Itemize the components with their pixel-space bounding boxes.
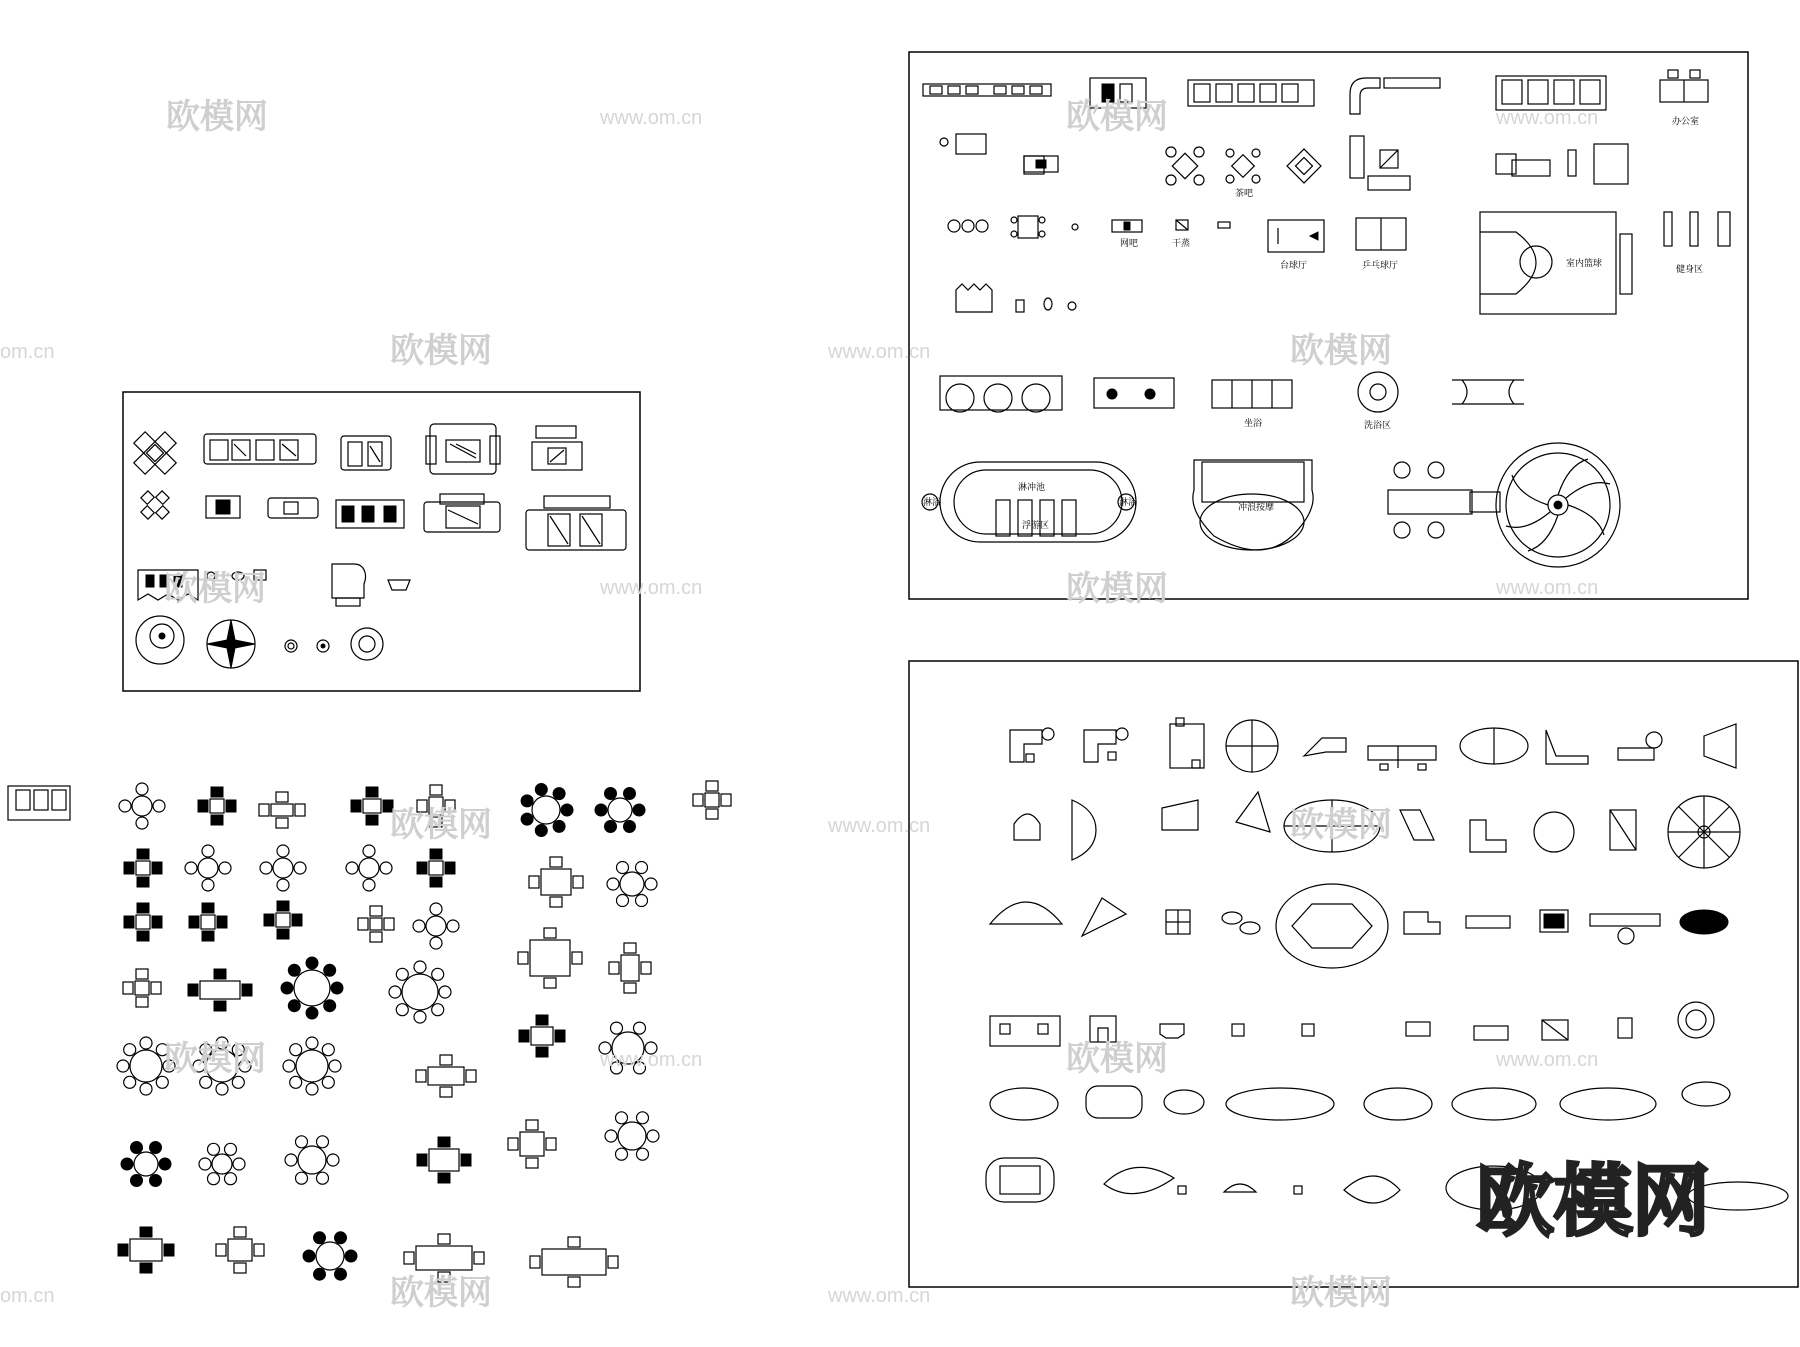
watermark-url: www.om.cn (1496, 1049, 1599, 1071)
dining-square-4b (124, 849, 162, 887)
pool-shaped (1193, 460, 1313, 550)
label-wash: 洗浴区 (1364, 421, 1392, 431)
desk-dark-2 (1680, 910, 1728, 934)
internet-desk (1112, 220, 1142, 249)
dining-square-4f (264, 901, 302, 939)
watermark-url: om.cn (0, 1285, 55, 1307)
table-diamond-c (1287, 149, 1321, 183)
sofa-suite-2 (530, 1237, 618, 1287)
panel-living-room (123, 392, 640, 691)
table-diamond-a (1166, 147, 1204, 185)
desk-l-1 (1072, 800, 1096, 860)
label-steam: 干蒸 (1172, 239, 1191, 249)
dining-rect-8 (188, 969, 252, 1011)
label-side1: 淋浴 (923, 498, 942, 508)
sq-stool-1 (1178, 1186, 1186, 1194)
panel-recreation (909, 52, 1748, 599)
dining-square-corner (693, 781, 731, 819)
sofa-row-5 (1188, 80, 1314, 106)
watermark-url: www.om.cn (1496, 577, 1599, 599)
oval-conf-3 (1164, 1090, 1204, 1114)
oval-conf-5 (1364, 1088, 1432, 1120)
desk-angle-2 (1400, 810, 1434, 840)
dining-round-4c (260, 845, 306, 891)
rect-conf-1 (986, 1158, 1054, 1202)
flower-small-2 (317, 640, 329, 652)
dining-round-6e (199, 1143, 245, 1184)
round-table-12 (1668, 796, 1740, 868)
oval-conf-1 (990, 1088, 1058, 1120)
dining-round-6h (303, 1232, 357, 1280)
watermark-logo: 欧模网 (1066, 1040, 1168, 1078)
dining-square-4 (198, 787, 236, 825)
dining-round-8b (389, 961, 451, 1023)
dining-square-4g (358, 906, 394, 942)
label-gym: 健身区 (1676, 265, 1704, 275)
tea-set (206, 496, 240, 518)
cafe-tables (1394, 462, 1444, 538)
desk-box (1610, 810, 1636, 850)
dining-square-long (609, 943, 651, 993)
watermark-logo: 欧模网 (164, 570, 266, 608)
dining-round-6g (605, 1112, 659, 1160)
dining-square-4e (189, 903, 227, 941)
watermark-logo: 欧模网 (390, 806, 492, 844)
small-tile (1218, 222, 1230, 228)
dining-rect-4 (417, 1137, 471, 1183)
office-desk (1660, 70, 1708, 127)
watermark-url: www.om.cn (600, 577, 703, 599)
dining-sofa-small (259, 792, 305, 828)
dining-oval-dark (118, 1227, 174, 1273)
desk-2 (1084, 728, 1128, 762)
desk-fan-2 (1236, 792, 1270, 832)
mini-icons (1016, 298, 1076, 312)
compass-rug (207, 620, 255, 668)
sofa-set-2 (424, 494, 500, 532)
round-table-ornate (136, 616, 184, 664)
watermark-logo: 欧模网 (1066, 570, 1168, 608)
round-desk-2 (1534, 812, 1574, 852)
label-office: 办公室 (1672, 117, 1700, 127)
watermark-url: www.om.cn (600, 107, 703, 129)
desk-sq-4 (1474, 1026, 1508, 1040)
watermark-logo: 欧模网 (1290, 1274, 1392, 1312)
oval-conf-4 (1226, 1088, 1334, 1120)
sofa-pair (341, 436, 391, 470)
desk-strip-1 (1466, 916, 1510, 928)
meeting-oval-1 (1460, 728, 1528, 764)
chair-curve-1 (1014, 814, 1040, 840)
sofa-set-medium (532, 426, 582, 470)
desk-u (1090, 1016, 1116, 1042)
round-rug (351, 628, 383, 660)
seat-bath (1212, 380, 1292, 429)
dining-round-4 (119, 783, 165, 829)
small-circle (1072, 224, 1078, 230)
desk-l-2 (1470, 820, 1506, 852)
wash-area (1358, 372, 1398, 431)
brand-logo: 欧模网 (1476, 1157, 1711, 1247)
tables-pair (1452, 380, 1524, 404)
oval-conf-8 (1682, 1082, 1730, 1106)
oval-conf-2 (1086, 1086, 1142, 1118)
watermark-logo: 欧模网 (166, 98, 268, 136)
label-tea-bar: 茶吧 (1235, 189, 1254, 199)
tiny-ovals (1222, 912, 1260, 934)
desk-round-corner (1618, 732, 1662, 760)
workstation-1 (1170, 718, 1204, 768)
panel-frame-2 (909, 52, 1748, 599)
sofa-set-3 (526, 496, 626, 550)
label-pool3: 冲浪按摩 (1238, 503, 1275, 513)
sofa-dark (336, 500, 404, 528)
dining-square-6 (216, 1227, 264, 1273)
chair-sq-2 (1302, 1024, 1314, 1036)
tea-table (1024, 156, 1058, 172)
desk-dark-1 (1540, 910, 1568, 932)
billiards-table (1268, 220, 1324, 271)
fountain-pool (1388, 443, 1620, 567)
watermark-logo: 欧模网 (1290, 806, 1392, 844)
office-suite (990, 1016, 1060, 1046)
dining-round-6b (607, 862, 657, 907)
dining-square-4d (124, 903, 162, 941)
dining-round-7 (521, 784, 573, 837)
dining-round-6d (121, 1142, 171, 1187)
dining-square-4h (123, 969, 161, 1007)
boat-table (1104, 1167, 1174, 1193)
fan-desk-a (990, 902, 1062, 924)
desk-sq-5 (1542, 1020, 1568, 1040)
dining-square-dbl (508, 1120, 556, 1168)
sq-table-4 (1166, 910, 1190, 934)
dining-row (117, 781, 731, 1287)
desk-curve (1304, 738, 1346, 756)
sofa-small (268, 498, 318, 518)
dining-round-4b (185, 845, 231, 891)
watermark-url: om.cn (0, 341, 55, 363)
basketball-court (1480, 212, 1632, 314)
pool-oval (922, 462, 1137, 542)
dining-corner-sofa (529, 857, 583, 907)
dining-rect-6 (519, 1015, 565, 1057)
desk-angle (1546, 730, 1588, 764)
steam-room (1172, 220, 1190, 249)
piano (332, 564, 366, 606)
meeting-ellipse-large (1276, 884, 1388, 968)
label-billiards: 台球厅 (1280, 261, 1308, 271)
round-workstation (1226, 720, 1278, 772)
dining-round-8 (281, 957, 343, 1019)
round-table-8b (1678, 1002, 1714, 1038)
dining-round-4d (346, 845, 392, 891)
sq-stool-2 (1294, 1186, 1302, 1194)
desk-strip-2 (1590, 914, 1660, 944)
spa-row-1 (940, 376, 1062, 412)
desk-trap (1162, 800, 1198, 830)
dining-round-6f (285, 1136, 339, 1184)
watermark-logo: 欧模网 (390, 332, 492, 370)
sofa-strip (923, 84, 1051, 96)
oval-conf-6 (1452, 1088, 1536, 1120)
chair-sq-1 (1232, 1024, 1244, 1036)
desk-fan (1704, 724, 1736, 768)
dining-sets (8, 781, 731, 1287)
sofa-left-edge (8, 786, 70, 820)
label-pool1: 淋冲池 (1018, 483, 1046, 493)
panel-frame (123, 392, 640, 691)
watermark-layer (0, 98, 1598, 1312)
bathtub-small (388, 580, 410, 590)
gym-equipment (1664, 212, 1730, 275)
dining-square-dark (351, 787, 393, 825)
sofa-l-small (1350, 136, 1410, 190)
sofa-row-4 (1496, 76, 1606, 110)
round-stool (1224, 1184, 1256, 1192)
bed-set (1496, 144, 1628, 184)
chair-cross-small (141, 491, 169, 519)
oval-conf-7 (1560, 1088, 1656, 1120)
label-side2: 淋浴 (1119, 498, 1138, 508)
flower-small-1 (285, 640, 297, 652)
desk-l-3 (1404, 912, 1440, 934)
dining-square-4c (417, 849, 455, 887)
pingpong-table (1356, 218, 1406, 271)
desk-small-u (1160, 1024, 1184, 1038)
circles-trio (948, 220, 988, 232)
label-basketball: 室内篮球 (1566, 259, 1603, 269)
sofa-set-large (426, 424, 500, 474)
table-diamond-b (1226, 149, 1260, 199)
label-pingpong: 乒乓球厅 (1362, 261, 1399, 271)
watermark-logo: 欧模网 (1066, 98, 1168, 136)
game-table (1011, 216, 1045, 238)
desk-sq-3 (1406, 1022, 1430, 1036)
watermark-url: www.om.cn (828, 1285, 931, 1307)
reception (1368, 746, 1436, 770)
dining-l-sofa (518, 928, 582, 988)
watermark-logo: 欧模网 (1290, 332, 1392, 370)
watermark-logo: 欧模网 (390, 1274, 492, 1312)
seat-arch (956, 284, 992, 312)
fan-desk-b (1082, 898, 1126, 936)
desk-sq-6 (1618, 1018, 1632, 1038)
watermark-url: www.om.cn (828, 341, 931, 363)
label-internet-bar: 网吧 (1120, 239, 1139, 249)
label-seat: 坐浴 (1244, 419, 1263, 429)
watermark-url: www.om.cn (600, 1049, 703, 1071)
dining-round-8e (283, 1037, 341, 1095)
bed-single (940, 134, 986, 154)
watermark-logo: 欧模网 (164, 1040, 266, 1078)
sofa-row-long (204, 434, 316, 464)
watermark-url: www.om.cn (1496, 107, 1599, 129)
boat-table-2 (1344, 1176, 1400, 1203)
desk-1 (1010, 728, 1054, 762)
dining-round-6 (595, 788, 645, 833)
label-pool2: 浮游区 (1022, 521, 1050, 531)
dining-round-4e (413, 903, 459, 949)
curved-sofa (1350, 78, 1440, 114)
sofa-cross-set (134, 432, 176, 474)
dining-rect-8b (416, 1055, 476, 1097)
spa-row-2 (1094, 378, 1174, 408)
watermark-url: www.om.cn (828, 815, 931, 837)
